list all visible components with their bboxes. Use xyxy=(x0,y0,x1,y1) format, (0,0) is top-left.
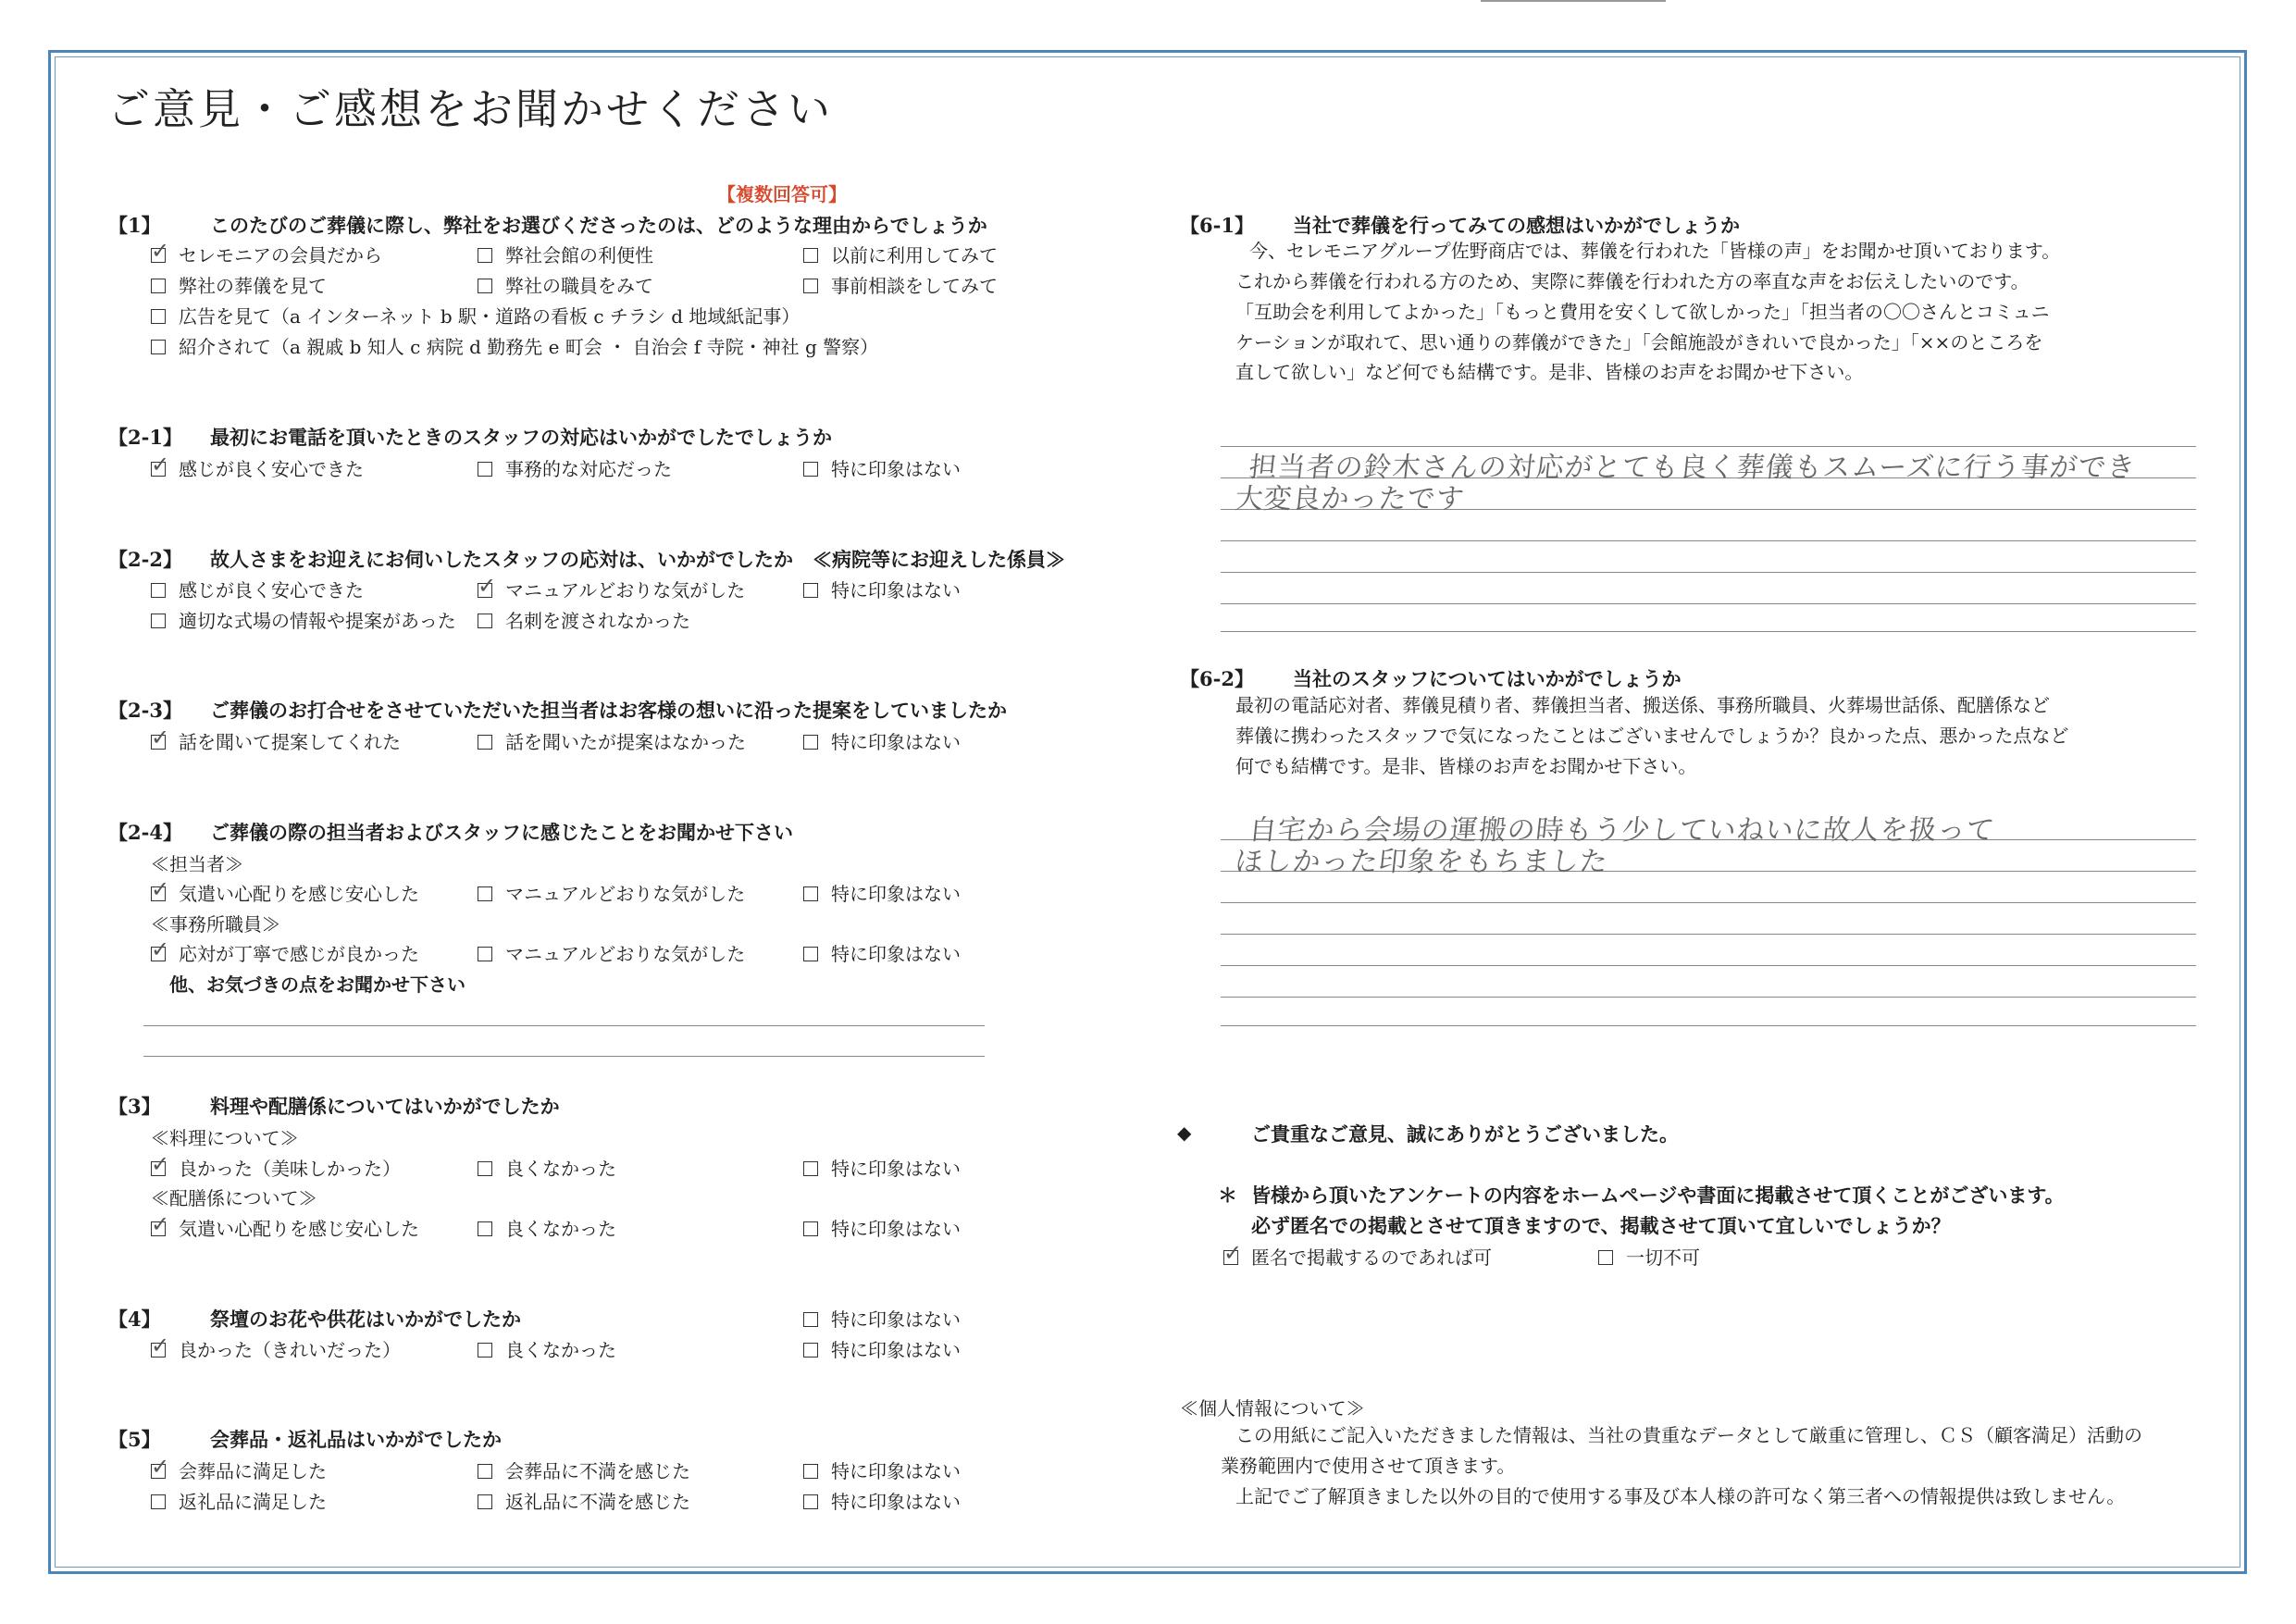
q3-option[interactable]: 特に印象はない xyxy=(803,1154,961,1181)
q5-option[interactable]: ✓会葬品に満足した xyxy=(151,1457,327,1483)
question-6-2-heading: 【6-2】 当社のスタッフについてはいかがでしょうか xyxy=(1180,667,1682,690)
checkbox[interactable] xyxy=(151,309,166,324)
checkbox[interactable] xyxy=(803,1343,818,1357)
checkbox[interactable] xyxy=(151,583,166,598)
checkbox[interactable] xyxy=(803,1494,818,1509)
checkbox[interactable] xyxy=(478,462,492,477)
privacy-title: ≪個人情報について≫ xyxy=(1180,1397,1365,1419)
checkbox[interactable] xyxy=(478,1343,492,1357)
asterisk-mark: ＊ xyxy=(1218,1184,1237,1207)
checkbox-checked[interactable] xyxy=(1223,1250,1238,1265)
checkbox[interactable] xyxy=(478,614,492,628)
checkbox[interactable] xyxy=(803,248,818,263)
q4-option[interactable]: 特に印象はない xyxy=(803,1305,961,1332)
question-2-1-heading: 【2-1】 最初にお電話を頂いたときのスタッフの対応はいかがでしたでしょうか xyxy=(108,426,832,449)
q6-1-line: 「互助会を利用してよかった」「もっと費用を安くして欲しかった」「担当者の〇〇さんとコミュニ xyxy=(1235,301,2050,323)
q6-1-line: これから葬儀を行われる方のため、実際に葬儀を行われた方の率直な声をお伝えしたいのです。 xyxy=(1235,270,2029,292)
question-3-heading: 【3】 料理や配膳係についてはいかがでしたか xyxy=(108,1095,560,1118)
checkbox[interactable] xyxy=(478,1464,492,1479)
q1-option[interactable]: 事前相談をしてみて xyxy=(803,271,998,298)
checkbox-checked[interactable] xyxy=(151,1161,166,1176)
page-title: ご意見・ご感想をお聞かせください xyxy=(107,84,833,134)
checkbox-checked[interactable] xyxy=(478,583,492,598)
checkbox[interactable] xyxy=(803,886,818,901)
q5-option[interactable]: 返礼品に満足した xyxy=(151,1487,327,1514)
q1-option[interactable]: ✓セレモニアの会員だから xyxy=(151,241,382,267)
handwritten-answer-6-2: ほしかった印象をもちました xyxy=(1233,846,1610,878)
q2-2-option[interactable]: 特に印象はない xyxy=(803,576,961,602)
question-6-1-heading: 【6-1】 当社で葬儀を行ってみての感想はいかがでしょうか xyxy=(1180,214,1740,237)
q3-option[interactable]: ✓良かった（美味しかった） xyxy=(151,1154,401,1181)
checkbox[interactable] xyxy=(478,279,492,293)
answer-line[interactable] xyxy=(1221,902,2196,903)
privacy-line: 業務範囲内で使用させて頂きます。 xyxy=(1221,1455,1516,1477)
q2-4-option[interactable]: ✓応対が丁寧で感じが良かった xyxy=(151,939,419,966)
checkbox[interactable] xyxy=(478,248,492,263)
checkbox[interactable] xyxy=(803,279,818,293)
q3-subheading-serving: ≪配膳係について≫ xyxy=(151,1187,317,1209)
checkbox[interactable] xyxy=(151,614,166,628)
q2-3-option[interactable]: 話を聞いたが提案はなかった xyxy=(478,727,746,754)
q5-option[interactable]: 会葬品に不満を感じた xyxy=(478,1457,690,1483)
checkbox[interactable] xyxy=(803,1161,818,1176)
q6-1-line: ケーションが取れて、思い通りの葬儀ができた」「会館施設がきれいで良かった」「××のところを xyxy=(1235,331,2043,353)
q3-option[interactable]: 良くなかった xyxy=(478,1154,616,1181)
q2-1-option[interactable]: ✓感じが良く安心できた xyxy=(151,454,364,481)
q3-option[interactable]: 良くなかった xyxy=(478,1214,616,1241)
checkbox-checked[interactable] xyxy=(151,248,166,263)
q2-1-option[interactable]: 特に印象はない xyxy=(803,454,961,481)
q2-1-option[interactable]: 事務的な対応だった xyxy=(478,454,672,481)
question-1-heading: 【1】 このたびのご葬儀に際し、弊社をお選びくださったのは、どのような理由からでしょうか xyxy=(108,214,987,237)
checkbox[interactable] xyxy=(803,1312,818,1327)
publish-option-anonymous[interactable]: ✓匿名で掲載するのであれば可 xyxy=(1223,1243,1492,1270)
scan-artifact xyxy=(1481,0,1666,2)
checkbox[interactable] xyxy=(478,886,492,901)
checkbox[interactable] xyxy=(803,583,818,598)
question-2-3-heading: 【2-3】 ご葬儀のお打合せをさせていただいた担当者はお客様の想いに沿った提案をしていましたか xyxy=(108,699,1007,722)
question-4-heading: 【4】 祭壇のお花や供花はいかがでしたか xyxy=(108,1308,521,1331)
handwritten-answer-6-2: 自宅から会場の運搬の時もう少していねいに故人を扱って xyxy=(1247,814,1997,847)
question-2-4-heading: 【2-4】 ご葬儀の際の担当者およびスタッフに感じたことをお聞かせ下さい xyxy=(108,821,793,844)
q2-2-option[interactable]: 名刺を渡されなかった xyxy=(478,606,690,633)
q5-option[interactable]: 特に印象はない xyxy=(803,1487,961,1514)
q2-4-option[interactable]: ✓気遣い心配りを感じ安心した xyxy=(151,879,419,906)
diamond-bullet-icon: ◆ xyxy=(1177,1122,1192,1144)
checkbox[interactable] xyxy=(1598,1250,1613,1265)
q2-4-other-prompt: 他、お気づきの点をお聞かせ下さい xyxy=(169,973,465,996)
checkbox[interactable] xyxy=(478,1161,492,1176)
q2-4-option[interactable]: 特に印象はない xyxy=(803,879,961,906)
checkbox[interactable] xyxy=(803,947,818,961)
multi-answer-note: 【複数回答可】 xyxy=(717,183,847,205)
publish-consent-line: 皆様から頂いたアンケートの内容をホームページや書面に掲載させて頂くことがございます。 xyxy=(1251,1184,2065,1207)
checkbox[interactable] xyxy=(478,735,492,750)
answer-line[interactable] xyxy=(1221,934,2196,935)
q6-1-line: 直して欲しい」など何でも結構です。是非、皆様のお声をお聞かせ下さい。 xyxy=(1235,361,1864,383)
answer-line[interactable] xyxy=(143,1056,985,1057)
handwritten-answer-6-1: 担当者の鈴木さんの対応がとても良く葬儀もスムーズに行う事ができ xyxy=(1247,452,2138,484)
q2-2-option[interactable]: 適切な式場の情報や提案があった xyxy=(151,606,456,633)
checkbox[interactable] xyxy=(151,279,166,293)
privacy-line: 上記でご了解頂きました以外の目的で使用する事及び本人様の許可なく第三者への情報提供は致しません。 xyxy=(1235,1485,2126,1507)
q5-option[interactable]: 返礼品に不満を感じた xyxy=(478,1487,690,1514)
q2-4-option[interactable]: マニュアルどおりな気がした xyxy=(478,939,745,966)
checkbox[interactable] xyxy=(803,462,818,477)
answer-line[interactable] xyxy=(1221,631,2196,632)
q1-option[interactable]: 紹介されて（a 親戚 b 知人 c 病院 d 勤務先 e 町会 ・ 自治会 f 寺院・神社 g 警察） xyxy=(151,332,878,359)
q1-option[interactable]: 以前に利用してみて xyxy=(803,241,998,267)
checkbox[interactable] xyxy=(478,1221,492,1236)
q2-4-subheading-staff: ≪担当者≫ xyxy=(151,853,243,875)
answer-line[interactable] xyxy=(143,1025,985,1026)
checkbox-checked[interactable] xyxy=(151,1221,166,1236)
question-2-2-heading: 【2-2】 故人さまをお迎えにお伺いしたスタッフの応対は、いかがでしたか ≪病院等にお迎えした係員≫ xyxy=(108,548,1065,571)
checkbox[interactable] xyxy=(803,1464,818,1479)
q3-option[interactable]: 特に印象はない xyxy=(803,1214,961,1241)
answer-line[interactable] xyxy=(1221,965,2196,966)
answer-line[interactable] xyxy=(1221,540,2196,541)
q2-4-option[interactable]: 特に印象はない xyxy=(803,939,961,966)
checkbox-checked[interactable] xyxy=(151,462,166,477)
q6-2-line: 何でも結構です。是非、皆様のお声をお聞かせ下さい。 xyxy=(1235,755,1697,777)
q5-option[interactable]: 特に印象はない xyxy=(803,1457,961,1483)
thanks-message: ご貴重なご意見、誠にありがとうございました。 xyxy=(1251,1122,1679,1146)
checkbox[interactable] xyxy=(478,1494,492,1509)
checkbox[interactable] xyxy=(151,1494,166,1509)
answer-line[interactable] xyxy=(1221,572,2196,573)
question-5-heading: 【5】 会葬品・返礼品はいかがでしたか xyxy=(108,1428,502,1451)
q1-option[interactable]: 広告を見て（a インターネット b 駅・道路の看板 c チラシ d 地域紙記事） xyxy=(151,302,800,329)
q2-4-option[interactable]: マニュアルどおりな気がした xyxy=(478,879,745,906)
q6-1-line: 今、セレモニアグループ佐野商店では、葬儀を行われた「皆様の声」をお聞かせ頂いております。 xyxy=(1249,240,2061,262)
q2-2-option[interactable]: 感じが良く安心できた xyxy=(151,576,364,602)
q6-2-line: 葬儀に携わったスタッフで気になったことはございませんでしょうか？良かった点、悪かった点など xyxy=(1235,725,2069,747)
q2-3-option[interactable]: ✓話を聞いて提案してくれた xyxy=(151,727,401,754)
privacy-line: この用紙にご記入いただきました情報は、当社の貴重なデータとして厳重に管理し、ＣＳ（顧客満足）活動の xyxy=(1235,1424,2142,1446)
checkbox-checked[interactable] xyxy=(151,735,166,750)
q3-subheading-food: ≪料理について≫ xyxy=(151,1127,299,1149)
publish-consent-line: 必ず匿名での掲載とさせて頂きますので、掲載させて頂いて宜しいでしょうか？ xyxy=(1251,1214,1951,1237)
checkbox[interactable] xyxy=(803,735,818,750)
checkbox[interactable] xyxy=(803,1221,818,1236)
q1-option[interactable]: 弊社会館の利便性 xyxy=(478,241,653,267)
checkbox[interactable] xyxy=(478,947,492,961)
q1-option[interactable]: 弊社の葬儀を見て xyxy=(151,271,327,298)
checkbox-checked[interactable] xyxy=(151,1343,166,1357)
q3-option[interactable]: ✓気遣い心配りを感じ安心した xyxy=(151,1214,419,1241)
checkbox[interactable] xyxy=(151,340,166,354)
publish-option-refuse[interactable]: 一切不可 xyxy=(1598,1243,1700,1270)
checkbox-checked[interactable] xyxy=(151,947,166,961)
answer-line[interactable] xyxy=(1221,997,2196,998)
q2-3-option[interactable]: 特に印象はない xyxy=(803,727,961,754)
handwritten-answer-6-1: 大変良かったです xyxy=(1233,483,1467,515)
checkbox-checked[interactable] xyxy=(151,886,166,901)
q4-option[interactable]: 特に印象はない xyxy=(803,1335,961,1362)
checkbox-checked[interactable] xyxy=(151,1464,166,1479)
q1-option[interactable]: 弊社の職員をみて xyxy=(478,271,653,298)
q2-2-option[interactable]: ✓ マニュアルどおりな気がした xyxy=(478,576,745,602)
q4-option[interactable]: ✓良かった（きれいだった） xyxy=(151,1335,401,1362)
q2-4-subheading-office: ≪事務所職員≫ xyxy=(151,913,280,936)
q6-2-line: 最初の電話応対者、葬儀見積り者、葬儀担当者、搬送係、事務所職員、火葬場世話係、配膳係など xyxy=(1235,694,2050,716)
answer-line[interactable] xyxy=(1221,1025,2196,1026)
answer-line[interactable] xyxy=(1221,603,2196,604)
q4-option[interactable]: 良くなかった xyxy=(478,1335,616,1362)
